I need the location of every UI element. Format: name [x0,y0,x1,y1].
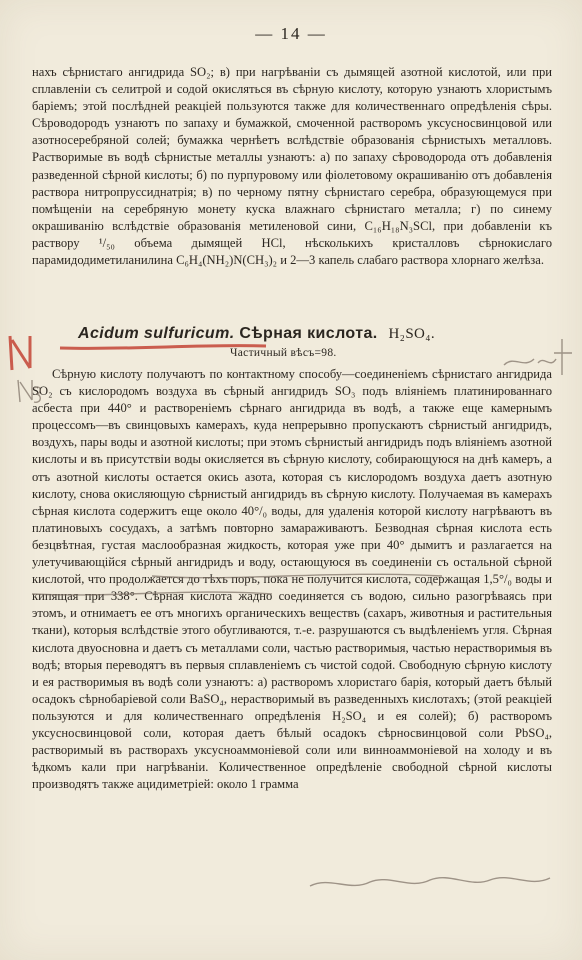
body-paragraph-text: Сѣрную кислоту получаютъ по контактному способу—соединеніемъ сѣрнистаго ангидрида SO₂ съ кислородомъ воздуха въ сѣрный ангидридъ SO₃ подъ вліяніемъ платинированнаго асбеста при 440° и растворенiемъ сѣрнаго ангидрида въ водѣ, а также еще камернымъ процессомъ—въ свинцовыхъ камерахъ, куда непрерывно пропускаютъ сѣрнистый ангидридъ, воздухъ, пары воды и азотной кислоты; при этомъ сѣрнистый ангидридъ подъ вліяніемъ азотной кислоты и въ присутствіи воды окисляется въ сѣрную кислоту, собирающуюся на днѣ камеръ, а отъ азотной кислоты остается окись азота, которая съ кислородомъ воздуха даетъ азотную кислоту, снова окисляющую сѣрнистый ангидридъ въ сѣрную кислоту. Получаемая въ камерахъ сѣрная кислота содержитъ еще около 40°/₀ воды, для удаленія которой кислоту нагрѣваютъ въ платиновыхъ сосудахъ, а затѣмъ повторно замараживаютъ. Безводная сѣрная кислота есть безцвѣтная, густая маслообразная жидкость, которая уже при 40° дымитъ и разлагается на улетучивающійся сѣрный ангидридъ и воду, остающуюся въ соединеніи съ остальной сѣрной кислотой, что продолжается до тѣхъ поръ, пока не получится кислота, содержащая 1,5°/₀ воды и кипящая при 338°. Сѣрная кислота жадно соединяется съ водою, сильно разогрѣваясь при этомъ, и отнимаетъ ее отъ многихъ органическихъ веществъ (сахаръ, животныя и растительныя ткани), которыя вслѣдствіе этого обугливаются, т.-е. разрушаются съ выдѣленіемъ угля. Сѣрная кислота двуосновна и даетъ съ металлами соли, частью растворимыя, частью нерастворимыя въ водѣ; вторыя переводятъ въ первыя сплавленіемъ съ чистой содой. Свободную сѣрную кислоту и ея растворимыя въ водѣ соли узнаютъ: а) растворомъ хлористаго барія, который даетъ бѣлый осадокъ сѣрнобаріевой соли BaSO₄, нерастворимый въ разведенныхъ кислотахъ; (этой реакціей пользуются и для количественнаго опредѣленія H₂SO₄ и ея солей); б) растворомъ уксусносвинцовой соли, которая даетъ бѣлый осадокъ сѣрносвинцовой соли PbSO₄, растворимый въ растворахъ уксусноаммоніевой соли или виннoаммоніевой на холоду и въ ѣдкомъ кали при нагрѣваніи. Количественное опредѣленіе свободной сѣрной кислоты производятъ также ацидиметріей: около 1 грамма [32,367,552,792]
bottom-margin-handwriting [300,868,582,898]
page-number: — 14 — [255,24,327,43]
molecular-weight: Частичный вѣсъ=98. [230,347,337,359]
right-margin-handwriting [500,335,582,385]
left-margin-handwriting [4,330,44,410]
heading-formula: H₂SO₄. [388,326,436,342]
top-paragraph-text: нахъ сѣрнистаго ангидрида SO₂; в) при нагрѣваніи съ дымящей азотной кислотой, или при сплавленіи съ селитрой и содой окисляться въ сѣрную кислоту, которую узнаютъ хлористымъ баріемъ; этой послѣдней реакціей пользуются также для количественнаго опредѣленія сѣры. Сѣроводородъ узнаютъ по запаху и бумажкой, смоченной растворомъ уксусносвинцовой или азотносеребряной солей; бумажка чернѣетъ вслѣдствіе образованія сѣрнистыхъ металловъ. Растворимые въ водѣ сѣрнистые металлы узнаютъ: а) по запаху сѣроводорода отъ добавленія разведенной сѣрной кислоты; б) по пурпуровому или фіолетовому окрашиванію отъ добавленія раствора нитропруссиднатрія; в) по черному пятну сѣрнистаго серебра, образующемуся при помѣщеніи на серебряную монету куска влажнаго сѣрнистаго металла; г) по синему окрашиванію вслѣдствіе образованія метиленовой сини, C₁₆H₁₈N₃SCl, при добавленіи къ раствору ¹/₅₀ объема дымящей HCl, нѣсколькихъ кристалловъ сѣрнокислаго парамидодиметиланилина C₆H₄(NH₂)N(CH₃)₂ и 2—3 капель слабаго раствора хлорнаго желѣза. [32,65,552,268]
top-paragraph [32,64,552,269]
heading-latin: Acidum sulfuricum. [78,325,235,342]
heading-red-underline [56,332,506,352]
heading-russian: Сѣрная кислота. [239,325,378,342]
body-pencil-underline [32,568,502,602]
